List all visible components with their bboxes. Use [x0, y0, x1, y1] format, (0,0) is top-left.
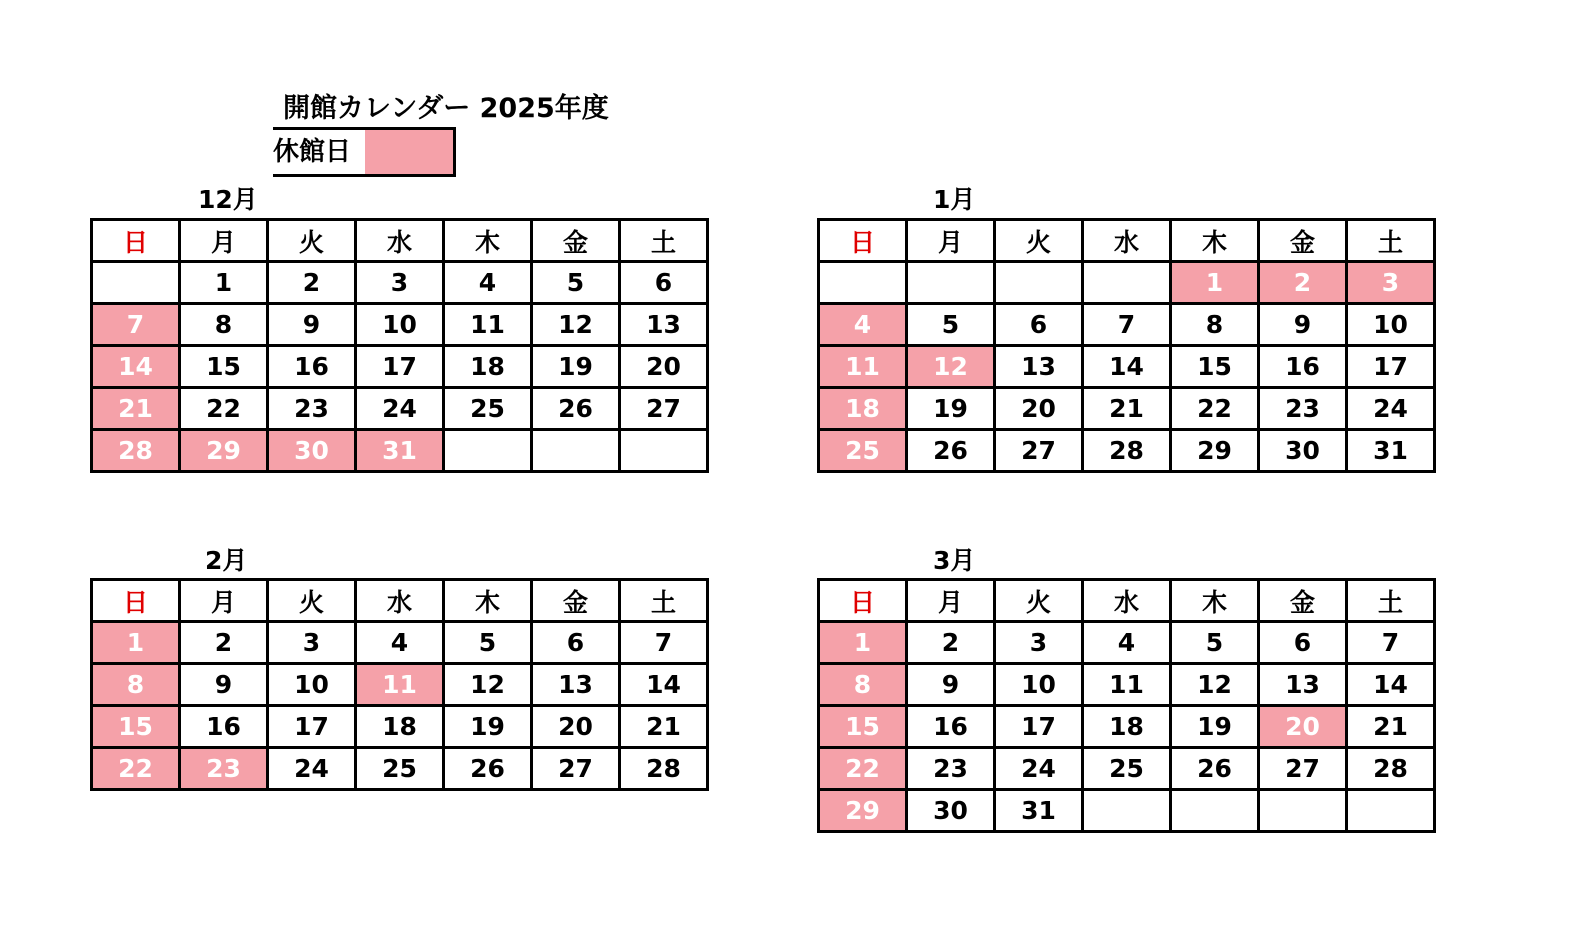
weekday-header: 月	[180, 220, 268, 262]
empty-cell	[620, 430, 708, 472]
day-cell-closed: 7	[92, 304, 180, 346]
day-cell: 17	[356, 346, 444, 388]
day-cell-closed: 30	[268, 430, 356, 472]
day-cell: 9	[907, 664, 995, 706]
day-cell: 21	[620, 706, 708, 748]
weekday-header: 土	[620, 220, 708, 262]
day-cell: 23	[268, 388, 356, 430]
week-row	[819, 388, 1435, 430]
empty-cell	[907, 262, 995, 304]
weekday-header: 火	[268, 220, 356, 262]
week-row	[92, 706, 708, 748]
day-cell-closed: 1	[92, 622, 180, 664]
week-row	[819, 664, 1435, 706]
day-cell: 4	[356, 622, 444, 664]
day-cell: 4	[1083, 622, 1171, 664]
day-cell: 15	[180, 346, 268, 388]
calendar-dec	[90, 218, 709, 473]
day-cell: 18	[1083, 706, 1171, 748]
day-cell: 13	[1259, 664, 1347, 706]
day-cell: 2	[268, 262, 356, 304]
day-cell: 30	[1259, 430, 1347, 472]
day-cell: 18	[356, 706, 444, 748]
day-cell: 7	[620, 622, 708, 664]
day-cell: 31	[1347, 430, 1435, 472]
day-cell: 10	[1347, 304, 1435, 346]
calendar-mar	[817, 578, 1436, 833]
week-row	[92, 622, 708, 664]
day-cell-closed: 22	[819, 748, 907, 790]
day-cell: 24	[356, 388, 444, 430]
weekday-header-row	[92, 580, 708, 622]
weekday-header-row	[819, 580, 1435, 622]
day-cell: 20	[995, 388, 1083, 430]
day-cell: 16	[180, 706, 268, 748]
day-cell-closed: 12	[907, 346, 995, 388]
empty-cell	[1083, 790, 1171, 832]
day-cell: 8	[180, 304, 268, 346]
weekday-header: 木	[444, 580, 532, 622]
day-cell: 5	[444, 622, 532, 664]
day-cell: 25	[1083, 748, 1171, 790]
day-cell-closed: 31	[356, 430, 444, 472]
weekday-header: 木	[1171, 580, 1259, 622]
day-cell: 26	[907, 430, 995, 472]
day-cell: 4	[444, 262, 532, 304]
day-cell: 19	[532, 346, 620, 388]
day-cell: 9	[1259, 304, 1347, 346]
day-cell: 10	[268, 664, 356, 706]
day-cell: 17	[995, 706, 1083, 748]
legend-swatch	[365, 130, 453, 174]
day-cell-closed: 8	[819, 664, 907, 706]
day-cell: 22	[180, 388, 268, 430]
month-label-mar: 3月	[933, 546, 976, 575]
weekday-header: 日	[819, 220, 907, 262]
day-cell: 19	[907, 388, 995, 430]
day-cell: 3	[268, 622, 356, 664]
day-cell-closed: 11	[356, 664, 444, 706]
empty-cell	[819, 262, 907, 304]
day-cell: 12	[444, 664, 532, 706]
day-cell: 25	[356, 748, 444, 790]
day-cell: 3	[356, 262, 444, 304]
day-cell: 23	[1259, 388, 1347, 430]
day-cell: 2	[907, 622, 995, 664]
day-cell: 29	[1171, 430, 1259, 472]
weekday-header: 月	[180, 580, 268, 622]
day-cell: 12	[1171, 664, 1259, 706]
day-cell: 6	[995, 304, 1083, 346]
weekday-header: 土	[1347, 220, 1435, 262]
empty-cell	[92, 262, 180, 304]
weekday-header-row	[92, 220, 708, 262]
day-cell: 24	[1347, 388, 1435, 430]
day-cell: 15	[1171, 346, 1259, 388]
week-row	[92, 430, 708, 472]
day-cell-closed: 2	[1259, 262, 1347, 304]
weekday-header: 水	[356, 580, 444, 622]
day-cell: 9	[268, 304, 356, 346]
day-cell: 10	[995, 664, 1083, 706]
day-cell: 22	[1171, 388, 1259, 430]
day-cell: 11	[1083, 664, 1171, 706]
day-cell: 10	[356, 304, 444, 346]
day-cell-closed: 15	[92, 706, 180, 748]
week-row	[819, 430, 1435, 472]
day-cell-closed: 1	[1171, 262, 1259, 304]
day-cell-closed: 15	[819, 706, 907, 748]
weekday-header-row	[819, 220, 1435, 262]
day-cell: 19	[444, 706, 532, 748]
day-cell: 24	[995, 748, 1083, 790]
day-cell: 14	[620, 664, 708, 706]
calendar-feb	[90, 578, 709, 791]
day-cell: 28	[1083, 430, 1171, 472]
day-cell: 9	[180, 664, 268, 706]
day-cell-closed: 14	[92, 346, 180, 388]
day-cell: 26	[444, 748, 532, 790]
day-cell: 5	[907, 304, 995, 346]
day-cell: 6	[620, 262, 708, 304]
weekday-header: 日	[819, 580, 907, 622]
page-title: 開館カレンダー 2025年度	[283, 93, 609, 124]
week-row	[819, 748, 1435, 790]
weekday-header: 土	[620, 580, 708, 622]
day-cell: 13	[532, 664, 620, 706]
week-row	[819, 706, 1435, 748]
weekday-header: 金	[532, 220, 620, 262]
day-cell-closed: 25	[819, 430, 907, 472]
weekday-header: 火	[268, 580, 356, 622]
week-row	[819, 304, 1435, 346]
day-cell: 7	[1347, 622, 1435, 664]
day-cell-closed: 22	[92, 748, 180, 790]
day-cell: 27	[532, 748, 620, 790]
day-cell: 26	[532, 388, 620, 430]
day-cell: 27	[1259, 748, 1347, 790]
day-cell: 27	[995, 430, 1083, 472]
empty-cell	[532, 430, 620, 472]
day-cell: 20	[532, 706, 620, 748]
week-row	[819, 622, 1435, 664]
day-cell: 17	[1347, 346, 1435, 388]
day-cell: 27	[620, 388, 708, 430]
day-cell-closed: 11	[819, 346, 907, 388]
day-cell: 1	[180, 262, 268, 304]
empty-cell	[995, 262, 1083, 304]
day-cell-closed: 18	[819, 388, 907, 430]
day-cell-closed: 8	[92, 664, 180, 706]
weekday-header: 木	[1171, 220, 1259, 262]
day-cell: 23	[907, 748, 995, 790]
day-cell-closed: 20	[1259, 706, 1347, 748]
weekday-header: 水	[1083, 220, 1171, 262]
day-cell-closed: 21	[92, 388, 180, 430]
day-cell: 8	[1171, 304, 1259, 346]
day-cell: 20	[620, 346, 708, 388]
weekday-header: 火	[995, 580, 1083, 622]
day-cell: 3	[995, 622, 1083, 664]
day-cell: 30	[907, 790, 995, 832]
day-cell: 17	[268, 706, 356, 748]
weekday-header: 土	[1347, 580, 1435, 622]
day-cell: 18	[444, 346, 532, 388]
day-cell-closed: 29	[180, 430, 268, 472]
weekday-header: 日	[92, 220, 180, 262]
week-row	[92, 388, 708, 430]
day-cell: 16	[268, 346, 356, 388]
day-cell-closed: 4	[819, 304, 907, 346]
day-cell-closed: 23	[180, 748, 268, 790]
weekday-header: 月	[907, 220, 995, 262]
day-cell: 6	[532, 622, 620, 664]
day-cell: 26	[1171, 748, 1259, 790]
week-row	[819, 790, 1435, 832]
day-cell: 11	[444, 304, 532, 346]
month-label-feb: 2月	[205, 546, 248, 575]
weekday-header: 火	[995, 220, 1083, 262]
day-cell: 5	[1171, 622, 1259, 664]
week-row	[92, 346, 708, 388]
day-cell-closed: 3	[1347, 262, 1435, 304]
weekday-header: 木	[444, 220, 532, 262]
month-label-dec: 12月	[198, 185, 258, 214]
empty-cell	[1083, 262, 1171, 304]
weekday-header: 金	[1259, 580, 1347, 622]
day-cell: 6	[1259, 622, 1347, 664]
legend-label: 休館日	[273, 137, 352, 167]
weekday-header: 水	[356, 220, 444, 262]
month-label-jan: 1月	[933, 185, 976, 214]
day-cell: 14	[1347, 664, 1435, 706]
weekday-header: 水	[1083, 580, 1171, 622]
weekday-header: 日	[92, 580, 180, 622]
day-cell: 7	[1083, 304, 1171, 346]
day-cell: 12	[532, 304, 620, 346]
day-cell: 2	[180, 622, 268, 664]
week-row	[819, 346, 1435, 388]
day-cell: 19	[1171, 706, 1259, 748]
empty-cell	[1171, 790, 1259, 832]
day-cell: 28	[620, 748, 708, 790]
day-cell: 16	[1259, 346, 1347, 388]
day-cell: 24	[268, 748, 356, 790]
calendar-jan	[817, 218, 1436, 473]
day-cell: 28	[1347, 748, 1435, 790]
week-row	[819, 262, 1435, 304]
week-row	[92, 748, 708, 790]
week-row	[92, 262, 708, 304]
weekday-header: 金	[532, 580, 620, 622]
day-cell-closed: 29	[819, 790, 907, 832]
empty-cell	[444, 430, 532, 472]
day-cell: 14	[1083, 346, 1171, 388]
week-row	[92, 664, 708, 706]
week-row	[92, 304, 708, 346]
day-cell-closed: 1	[819, 622, 907, 664]
day-cell: 31	[995, 790, 1083, 832]
empty-cell	[1259, 790, 1347, 832]
day-cell: 16	[907, 706, 995, 748]
empty-cell	[1347, 790, 1435, 832]
day-cell: 13	[995, 346, 1083, 388]
day-cell: 21	[1083, 388, 1171, 430]
weekday-header: 金	[1259, 220, 1347, 262]
day-cell: 21	[1347, 706, 1435, 748]
day-cell: 13	[620, 304, 708, 346]
day-cell-closed: 28	[92, 430, 180, 472]
legend-closed-day	[273, 127, 456, 177]
day-cell: 5	[532, 262, 620, 304]
weekday-header: 月	[907, 580, 995, 622]
day-cell: 25	[444, 388, 532, 430]
